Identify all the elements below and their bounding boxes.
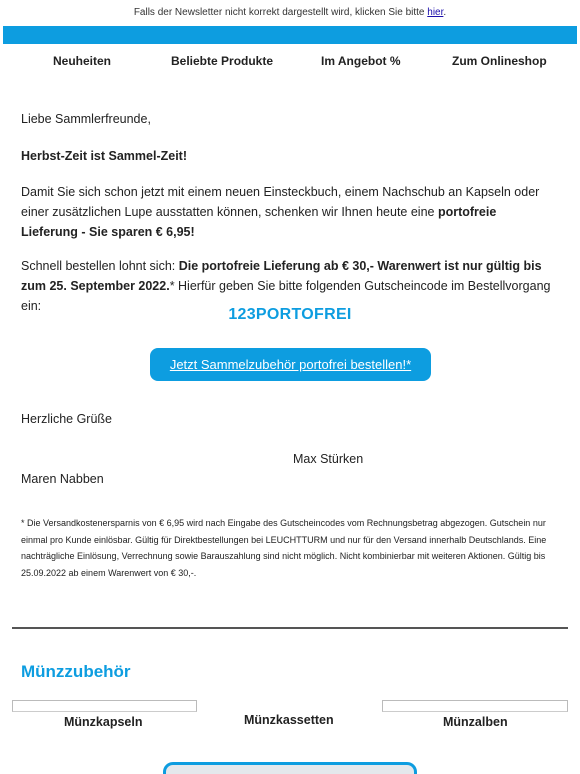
preheader	[0, 0, 580, 26]
offer-suffix: * Hierfür geben Sie bitte folgenden Gutscheincode im Bestellvorgang ein:	[21, 279, 551, 313]
greeting: Liebe Sammlerfreunde,	[21, 112, 151, 126]
section-title: Münzzubehör	[21, 662, 131, 681]
category-muenzkassetten[interactable]: Münzkassetten	[244, 713, 334, 727]
signer-max: Max Stürken	[293, 452, 364, 466]
category-image-muenzalben[interactable]	[382, 700, 568, 712]
intro-highlight: portofreie Lieferung - Sie sparen € 6,95!	[21, 205, 497, 239]
header-bar	[3, 26, 577, 44]
voucher-code: 123PORTOFREI	[228, 306, 352, 323]
bottom-button[interactable]	[163, 762, 417, 774]
preheader-suffix: .	[443, 7, 447, 18]
offer-text: Schnell bestellen lohnt sich:	[21, 259, 179, 273]
category-muenzalben[interactable]: Münzalben	[443, 715, 508, 729]
preheader-link[interactable]: hier	[427, 7, 444, 18]
order-button[interactable]: Jetzt Sammelzubehör portofrei bestellen!*	[150, 348, 431, 381]
offer-highlight: Die portofreie Lieferung ab € 30,- Warenwert ist nur gültig bis zum 25. September 2022.	[21, 259, 542, 293]
nav-im-angebot[interactable]: Im Angebot %	[321, 54, 401, 68]
section-divider	[12, 627, 568, 629]
footnote: * Die Versandkostenersparnis von € 6,95 wird nach Eingabe des Gutscheincodes vom Rechnungsbetrag abgezogen. Gutschein nur einmal pro Kunde einlösbar. Gültig für Direktbestellungen bei LEUCHTTURM und nur für den Versand innerhalb Deutschlands. Eine nachträgliche Einlösung, Verrechnung sowie Barauszahlung sind nicht möglich. Nicht kombinierbar mit weiteren Aktionen. Gültig bis 25.09.2022 ab einem Warenwert von € 30,-.	[21, 518, 547, 578]
preheader-text: Falls der Newsletter nicht korrekt dargestellt wird, klicken Sie bitte	[133, 7, 428, 18]
nav-onlineshop[interactable]: Zum Onlineshop	[452, 54, 547, 68]
intro-paragraph	[21, 182, 556, 242]
intro-text: Damit Sie sich schon jetzt mit einem neuen Einsteckbuch, einem Nachschub an Kapseln oder einer zusätzlichen Lupe ausstatten können, schenken wir Ihnen heute eine	[21, 185, 540, 219]
main-nav	[0, 54, 580, 74]
headline: Herbst-Zeit ist Sammel-Zeit!	[21, 149, 188, 163]
signer-maren: Maren Nabben	[21, 472, 104, 486]
closing: Herzliche Grüße	[21, 412, 112, 426]
category-muenzkapseln[interactable]: Münzkapseln	[64, 715, 143, 729]
nav-beliebte-produkte[interactable]: Beliebte Produkte	[171, 54, 274, 68]
nav-neuheiten[interactable]: Neuheiten	[53, 54, 112, 68]
category-image-muenzkapseln[interactable]	[12, 700, 197, 712]
